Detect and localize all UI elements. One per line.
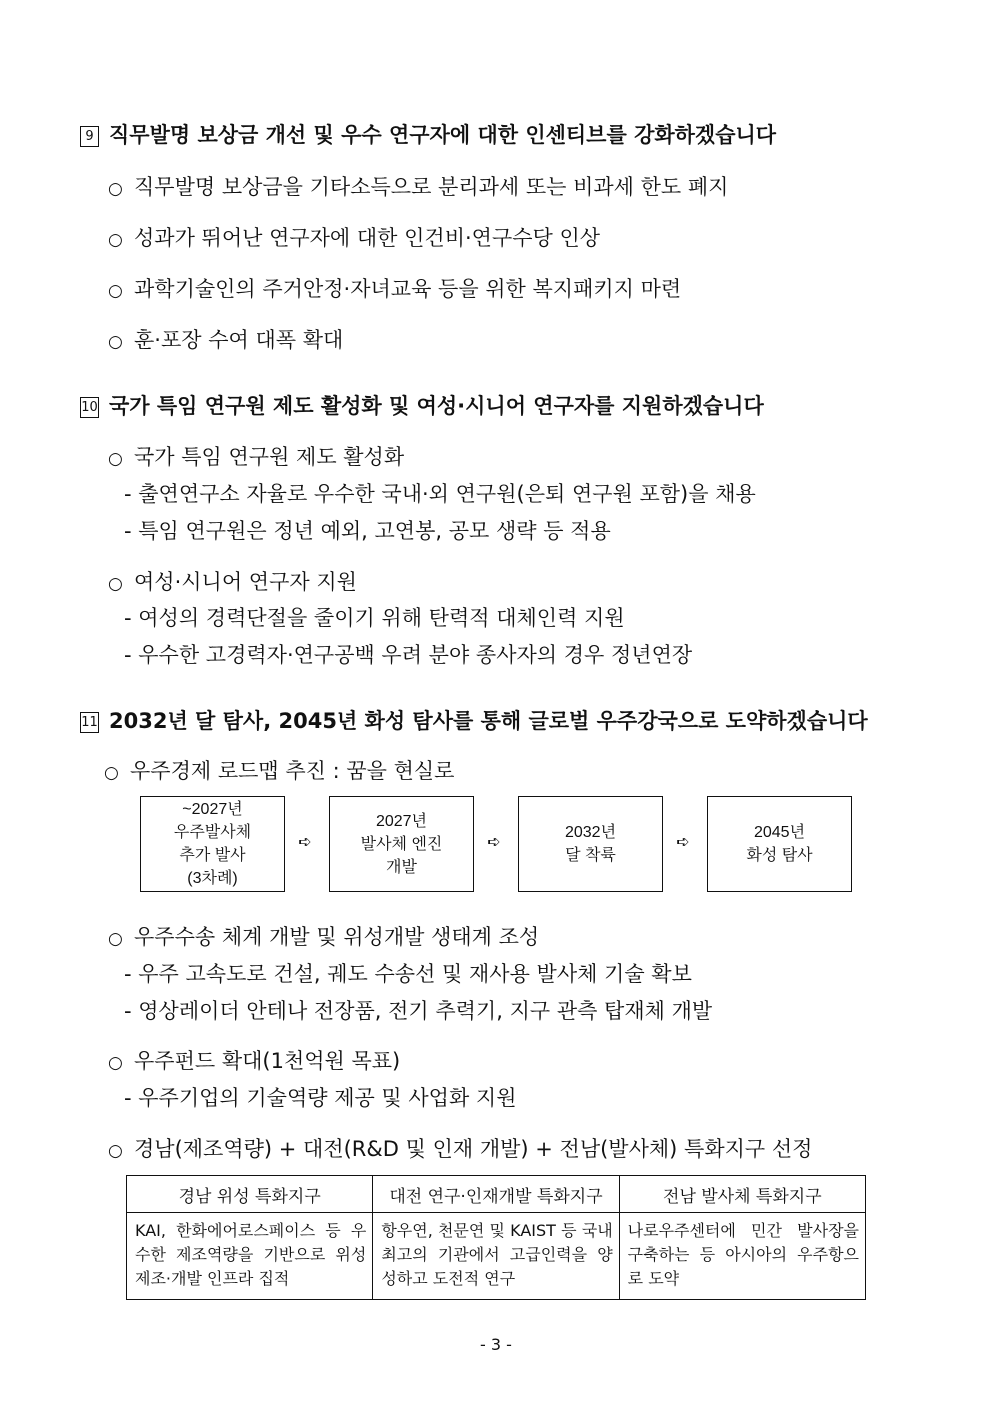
circle-bullet-icon: ○ xyxy=(108,332,123,352)
circle-bullet-icon: ○ xyxy=(108,179,123,199)
section-number-box: 11 xyxy=(80,712,99,733)
dash-item: - 우수한 고경력자·연구공백 우려 분야 종사자의 경우 정년연장 xyxy=(124,643,693,667)
table-cell: 항우연, 천문연 및 KAIST 등 국내 최고의 기관에서 고급인력을 양성하고 도전적 연구 xyxy=(373,1213,619,1300)
table-cell: KAI, 한화에어로스페이스 등 우수한 제조역량을 기반으로 위성 제조·개발 인프라 집적 xyxy=(127,1213,373,1300)
roadmap-step: 2032년 달 착륙 xyxy=(518,796,663,892)
arrow-right-icon: ➪ xyxy=(487,832,501,851)
section-number-box: 10 xyxy=(80,397,99,418)
circle-bullet-icon: ○ xyxy=(108,449,123,469)
dash-item: - 영상레이더 안테나 전장품, 전기 추력기, 지구 관측 탑재체 개발 xyxy=(124,999,713,1023)
bullet-item: ○ 성과가 뛰어난 연구자에 대한 인건비·연구수당 인상 xyxy=(108,226,601,250)
bullet-item: ○ 직무발명 보상금을 기타소득으로 분리과세 또는 비과세 한도 폐지 xyxy=(108,175,729,199)
bullet-item: ○ 훈·포장 수여 대폭 확대 xyxy=(108,328,344,352)
bullet-item: ○ 우주수송 체계 개발 및 위성개발 생태계 조성 xyxy=(108,925,540,949)
circle-bullet-icon: ○ xyxy=(108,1053,123,1073)
table-header-cell: 경남 위성 특화지구 xyxy=(127,1176,373,1213)
dash-item: - 출연연구소 자율로 우수한 국내·외 연구원(은퇴 연구원 포함)을 채용 xyxy=(124,482,756,506)
section-title: 2032년 달 탐사, 2045년 화성 탐사를 통해 글로벌 우주강국으로 도약하겠습니다 xyxy=(109,709,868,733)
table-header-cell: 대전 연구·인재개발 특화지구 xyxy=(373,1176,619,1213)
arrow-right-icon: ➪ xyxy=(676,832,690,851)
dash-item: - 특임 연구원은 정년 예외, 고연봉, 공모 생략 등 적용 xyxy=(124,519,611,543)
table-row xyxy=(127,1213,866,1300)
table-cell: 나로우주센터에 민간 발사장을 구축하는 등 아시아의 우주항으로 도약 xyxy=(619,1213,865,1300)
table-header-row xyxy=(127,1176,866,1213)
section-11-heading xyxy=(80,705,868,735)
section-9-heading xyxy=(80,119,776,149)
bullet-item: ○ 국가 특임 연구원 제도 활성화 xyxy=(108,445,405,469)
roadmap-step: ~2027년 우주발사체 추가 발사 (3차례) xyxy=(140,796,285,892)
circle-bullet-icon: ○ xyxy=(108,230,123,250)
table-header-cell: 전남 발사체 특화지구 xyxy=(619,1176,865,1213)
section-title: 국가 특임 연구원 제도 활성화 및 여성·시니어 연구자를 지원하겠습니다 xyxy=(109,394,764,418)
bullet-item: ○ 우주펀드 확대(1천억원 목표) xyxy=(108,1049,401,1073)
section-number-box: 9 xyxy=(80,126,99,147)
section-10-heading xyxy=(80,390,764,420)
bullet-item: ○ 경남(제조역량) + 대전(R&D 및 인재 개발) + 전남(발사체) 특화지구 선정 xyxy=(108,1137,813,1161)
bullet-item: ○ 우주경제 로드맵 추진 : 꿈을 현실로 xyxy=(104,759,455,783)
circle-bullet-icon: ○ xyxy=(108,281,123,301)
bullet-item: ○ 과학기술인의 주거안정·자녀교육 등을 위한 복지패키지 마련 xyxy=(108,277,682,301)
roadmap-step: 2045년 화성 탐사 xyxy=(707,796,852,892)
section-title: 직무발명 보상금 개선 및 우수 연구자에 대한 인센티브를 강화하겠습니다 xyxy=(109,123,777,147)
page-number: - 3 - xyxy=(480,1335,512,1354)
arrow-right-icon: ➪ xyxy=(298,832,312,851)
bullet-item: ○ 여성·시니어 연구자 지원 xyxy=(108,570,357,594)
circle-bullet-icon: ○ xyxy=(108,574,123,594)
special-zones-table xyxy=(126,1175,866,1300)
dash-item: - 우주 고속도로 건설, 궤도 수송선 및 재사용 발사체 기술 확보 xyxy=(124,962,692,986)
circle-bullet-icon: ○ xyxy=(108,1141,123,1161)
circle-bullet-icon: ○ xyxy=(104,763,119,783)
circle-bullet-icon: ○ xyxy=(108,929,123,949)
dash-item: - 우주기업의 기술역량 제공 및 사업화 지원 xyxy=(124,1086,517,1110)
roadmap-flow xyxy=(140,796,852,892)
dash-item: - 여성의 경력단절을 줄이기 위해 탄력적 대체인력 지원 xyxy=(124,606,625,630)
roadmap-step: 2027년 발사체 엔진 개발 xyxy=(329,796,474,892)
